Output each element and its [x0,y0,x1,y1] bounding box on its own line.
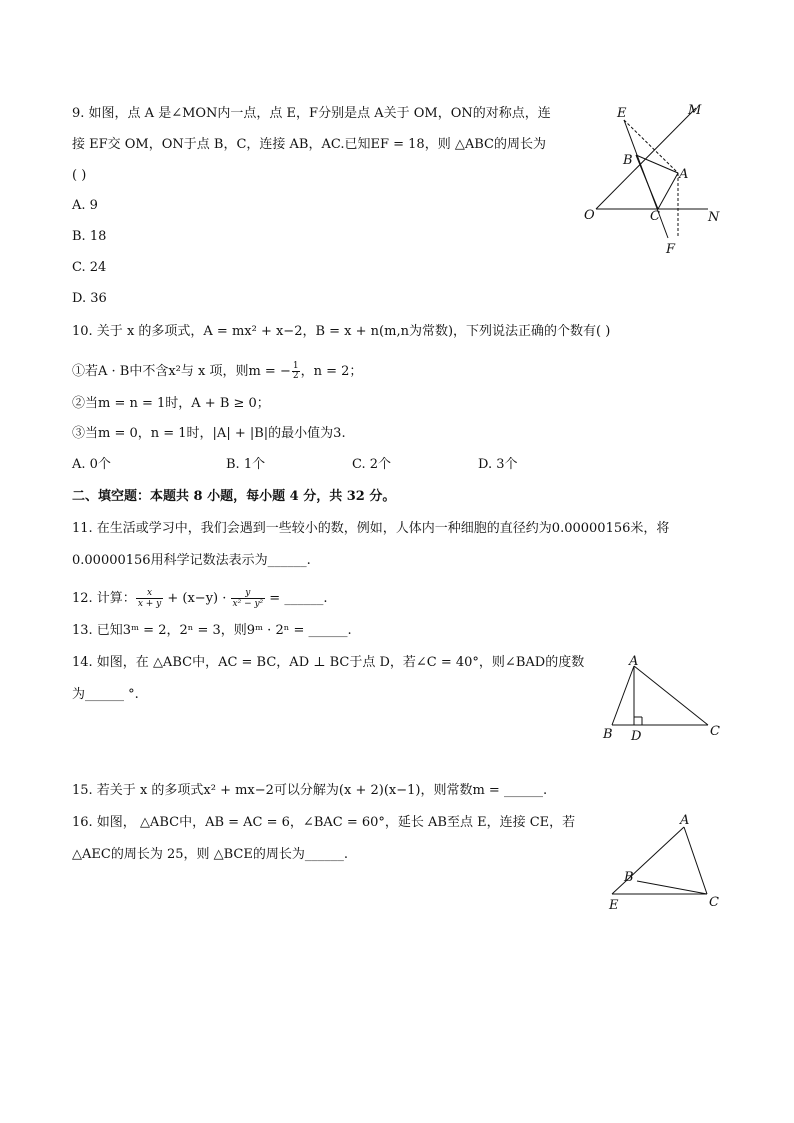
q12-suffix: = ______. [265,591,328,606]
q9-label-e: E [617,106,627,121]
q9-label-c: C [650,209,660,224]
q10-option-a: A. 0个 [72,457,111,472]
q10-statement-3: ③当m = 0，n = 1时，|A| + |B|的最小值为3. [72,426,346,441]
q16-figure [604,812,734,917]
q10-option-c: C. 2个 [352,457,392,472]
q12-fraction-1 [136,588,163,609]
q14-label-a: A [629,654,639,669]
q12-frac2-denominator: x² − y² [232,599,264,609]
q14-figure [598,652,728,742]
q9-label-o: O [584,208,595,223]
q12-frac1-numerator: x [136,588,163,599]
q16-label-e: E [609,898,619,913]
q14-line1: 14. 如图，在 △ABC中，AC = BC，AD ⊥ BC于点 D，若∠C = 40°，则∠BAD的度数 [72,655,585,670]
q16-segment-ac [684,827,707,894]
q9-segment-ac [658,173,678,209]
q10-option-b: B. 1个 [226,457,266,472]
q14-label-d: D [631,729,642,744]
q9-line2: 接 EF交 OM，ON于点 B，C，连接 AB，AC.已知EF = 18，则 △ABC的周长为 [72,137,546,152]
q10-option-d: D. 3个 [478,457,518,472]
q16-line2: △AEC的周长为 25，则 △BCE的周长为______. [72,847,348,862]
q9-label-a: A [679,167,689,182]
q9-figure [578,100,728,260]
q9-ray-om [596,108,696,209]
q9-option-c: C. 24 [72,260,107,275]
q12-middle: + (x−y) · [163,591,231,606]
q10-s1-denominator: 2 [292,371,299,381]
q9-label-f: F [666,242,676,257]
q10-s1-numerator: 1 [292,361,299,371]
q11-line1: 11. 在生活或学习中，我们会遇到一些较小的数，例如，人体内一种细胞的直径约为0.00000156米，将 [72,521,670,536]
q10-s1-text: ①若A · B中不含x²与 x 项，则m = − [72,364,291,379]
q9-label-m: M [688,103,702,118]
q14-side-ac [634,666,708,725]
q12 [72,588,327,609]
q12-frac2-numerator: y [231,588,266,599]
q9-option-a: A. 9 [72,198,98,213]
q16-label-c: C [709,895,719,910]
q12-fraction-2 [231,588,266,609]
q9-paren: ( ) [72,168,87,183]
q14-line2: 为______ °. [72,687,139,702]
q16-segment-bc [637,881,707,894]
q10-stem: 10. 关于 x 的多项式，A = mx² + x−2，B = x + n(m,n为常数)，下列说法正确的个数有( ) [72,324,611,339]
q9-label-b: B [623,153,633,168]
section-2-header: 二、填空题：本题共 8 小题，每小题 4 分，共 32 分。 [72,489,396,504]
q12-frac1-denominator: x + y [137,599,162,609]
q14-label-b: B [603,727,613,742]
q10-s1-fraction [292,362,300,381]
q16-segment-ae [612,827,684,894]
q13: 13. 已知3ᵐ = 2，2ⁿ = 3，则9ᵐ · 2ⁿ = ______. [72,623,352,638]
q16-label-a: A [680,813,690,828]
q14-side-ab [612,666,634,725]
q9-option-b: B. 18 [72,229,107,244]
q9-option-d: D. 36 [72,291,107,306]
q11-line2: 0.00000156用科学记数法表示为______. [72,553,311,568]
q10-statement-2: ②当m = n = 1时，A + B ≥ 0； [72,396,270,411]
q14-label-c: C [710,724,720,739]
q9-label-n: N [708,210,720,225]
q16-line1: 16. 如图， △ABC中，AB = AC = 6，∠BAC = 60°，延长 AB至点 E，连接 CE，若 [72,815,576,830]
q10-s1-tail: ，n = 2； [300,364,363,379]
q12-prefix: 12. 计算： [72,591,136,606]
q9-line1: 9. 如图，点 A 是∠MON内一点，点 E，F分别是点 A关于 OM，ON的对称点，连 [72,106,551,121]
q10-statement-1 [72,362,362,381]
q15: 15. 若关于 x 的多项式x² + mx−2可以分解为(x + 2)(x−1)，则常数m = ______. [72,783,548,798]
q16-label-b: B [624,870,634,885]
